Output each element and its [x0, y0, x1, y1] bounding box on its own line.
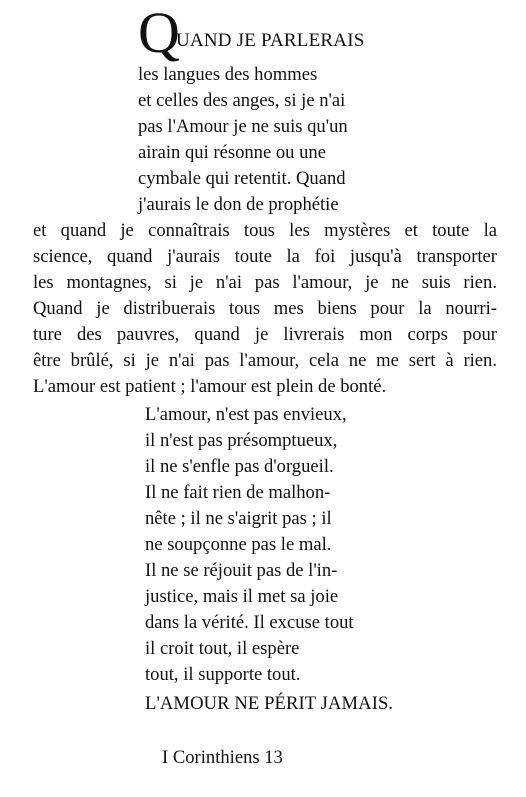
poem-line: il croit tout, il espère — [145, 638, 300, 659]
poem-line: et quand je connaîtrais tous les mystères et toute la — [33, 220, 497, 241]
poem-line: Il ne se réjouit pas de l'in- — [145, 560, 338, 581]
poem-line: dans la vérité. Il excuse tout — [145, 612, 354, 633]
scripture-citation: I Corinthiens 13 — [162, 747, 283, 768]
poem-line: tout, il supporte tout. — [145, 664, 301, 685]
poem-line: les langues des hommes — [138, 64, 318, 85]
poem-line: les montagnes, si je n'ai pas l'amour, je ne suis rien. — [33, 272, 497, 293]
closing-line: L'AMOUR NE PÉRIT JAMAIS. — [145, 693, 394, 714]
poem-line: et celles des anges, si je n'ai — [138, 90, 346, 111]
poem-line: j'aurais le don de prophétie — [138, 194, 339, 215]
poem-line: justice, mais il met sa joie — [145, 586, 339, 607]
poem-line: cymbale qui retentit. Quand — [138, 168, 346, 189]
poem-line: airain qui résonne ou une — [138, 142, 326, 163]
poem-line: pas l'Amour je ne suis qu'un — [138, 116, 348, 137]
poem-line: L'amour, n'est pas envieux, — [145, 404, 347, 425]
poem-line: Il ne fait rien de malhon- — [145, 482, 331, 503]
poem-line: L'amour est patient ; l'amour est plein de bonté. — [33, 376, 387, 397]
poem-line: être brûlé, si je n'ai pas l'amour, cela ne me sert à rien. — [33, 350, 497, 371]
heading-title: UAND JE PARLERAIS — [176, 30, 365, 51]
poem-line: ture des pauvres, quand je livrerais mon corps pour — [33, 324, 497, 345]
drop-cap-letter: Q — [138, 0, 180, 65]
poem-line: nête ; il ne s'aigrit pas ; il — [145, 508, 332, 529]
poem-line: il n'est pas présomptueux, — [145, 430, 338, 451]
poem-line: ne soupçonne pas le mal. — [145, 534, 332, 555]
poem-line: Quand je distribuerais tous mes biens pour la nourri- — [33, 298, 497, 319]
poem-line: science, quand j'aurais toute la foi jusqu'à transporter — [33, 246, 497, 267]
poem-line: il ne s'enfle pas d'orgueil. — [145, 456, 334, 477]
